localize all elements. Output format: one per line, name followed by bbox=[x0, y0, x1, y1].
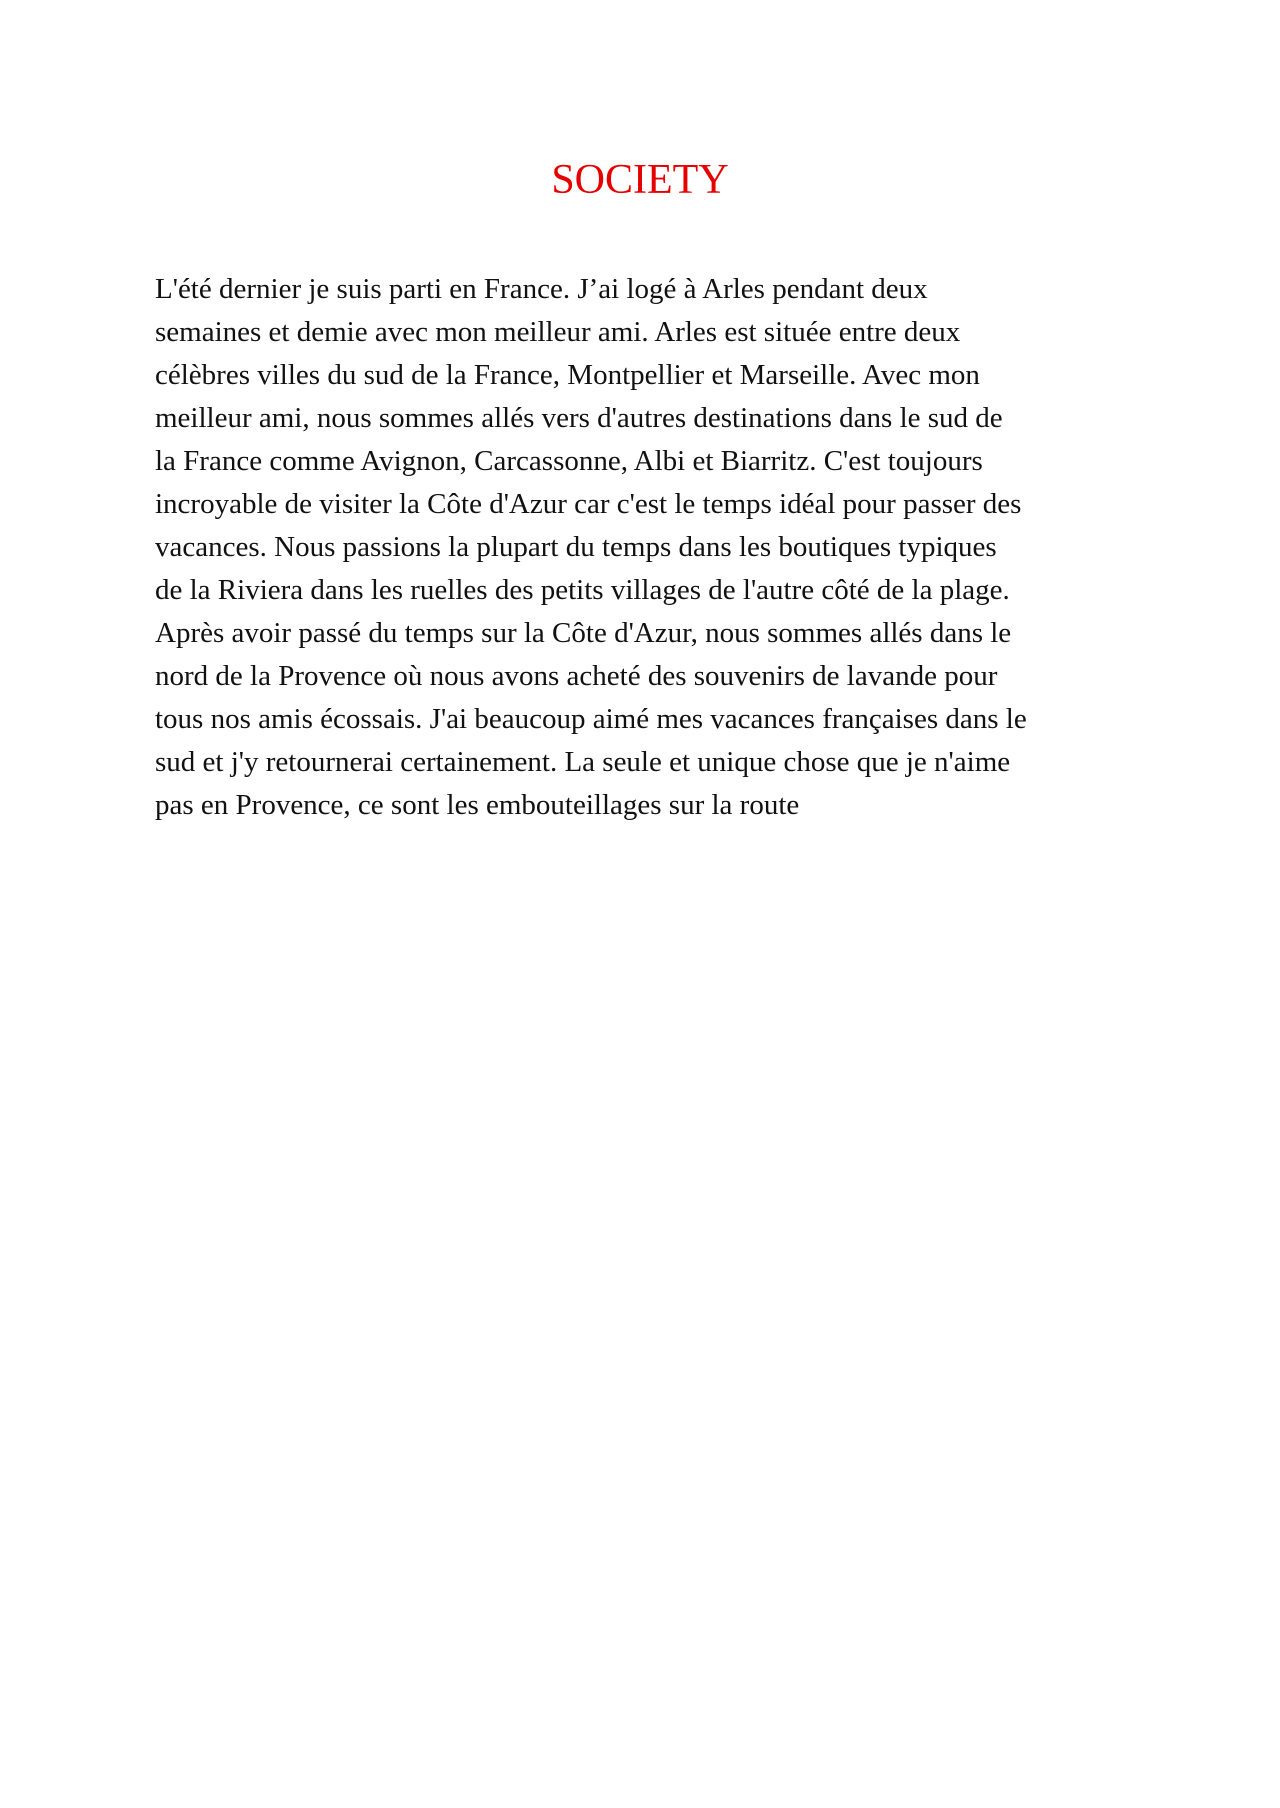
paragraph-line: meilleur ami, nous sommes allés vers d'autres destinations dans le sud de bbox=[155, 402, 1003, 434]
document-title: SOCIETY bbox=[551, 157, 729, 203]
paragraph-line: célèbres villes du sud de la France, Montpellier et Marseille. Avec mon bbox=[155, 359, 980, 391]
paragraph-line: la France comme Avignon, Carcassonne, Albi et Biarritz. C'est toujours bbox=[155, 445, 983, 477]
paragraph-line: L'été dernier je suis parti en France. J’ai logé à Arles pendant deux bbox=[155, 273, 928, 305]
paragraph-line: nord de la Provence où nous avons acheté des souvenirs de lavande pour bbox=[155, 660, 998, 692]
paragraph-line: incroyable de visiter la Côte d'Azur car c'est le temps idéal pour passer des bbox=[155, 488, 1022, 520]
paragraph-line: semaines et demie avec mon meilleur ami. Arles est située entre deux bbox=[155, 316, 961, 348]
paragraph-line: sud et j'y retournerai certainement. La seule et unique chose que je n'aime bbox=[155, 746, 1011, 778]
paragraph-line: pas en Provence, ce sont les embouteillages sur la route bbox=[155, 789, 800, 821]
body-paragraph bbox=[155, 268, 1145, 827]
paragraph-line: tous nos amis écossais. J'ai beaucoup aimé mes vacances françaises dans le bbox=[155, 703, 1027, 735]
paragraph-line: Après avoir passé du temps sur la Côte d'Azur, nous sommes allés dans le bbox=[155, 617, 1012, 649]
paragraph-line: vacances. Nous passions la plupart du temps dans les boutiques typiques bbox=[155, 531, 997, 563]
paragraph-line: de la Riviera dans les ruelles des petits villages de l'autre côté de la plage. bbox=[155, 574, 1010, 606]
